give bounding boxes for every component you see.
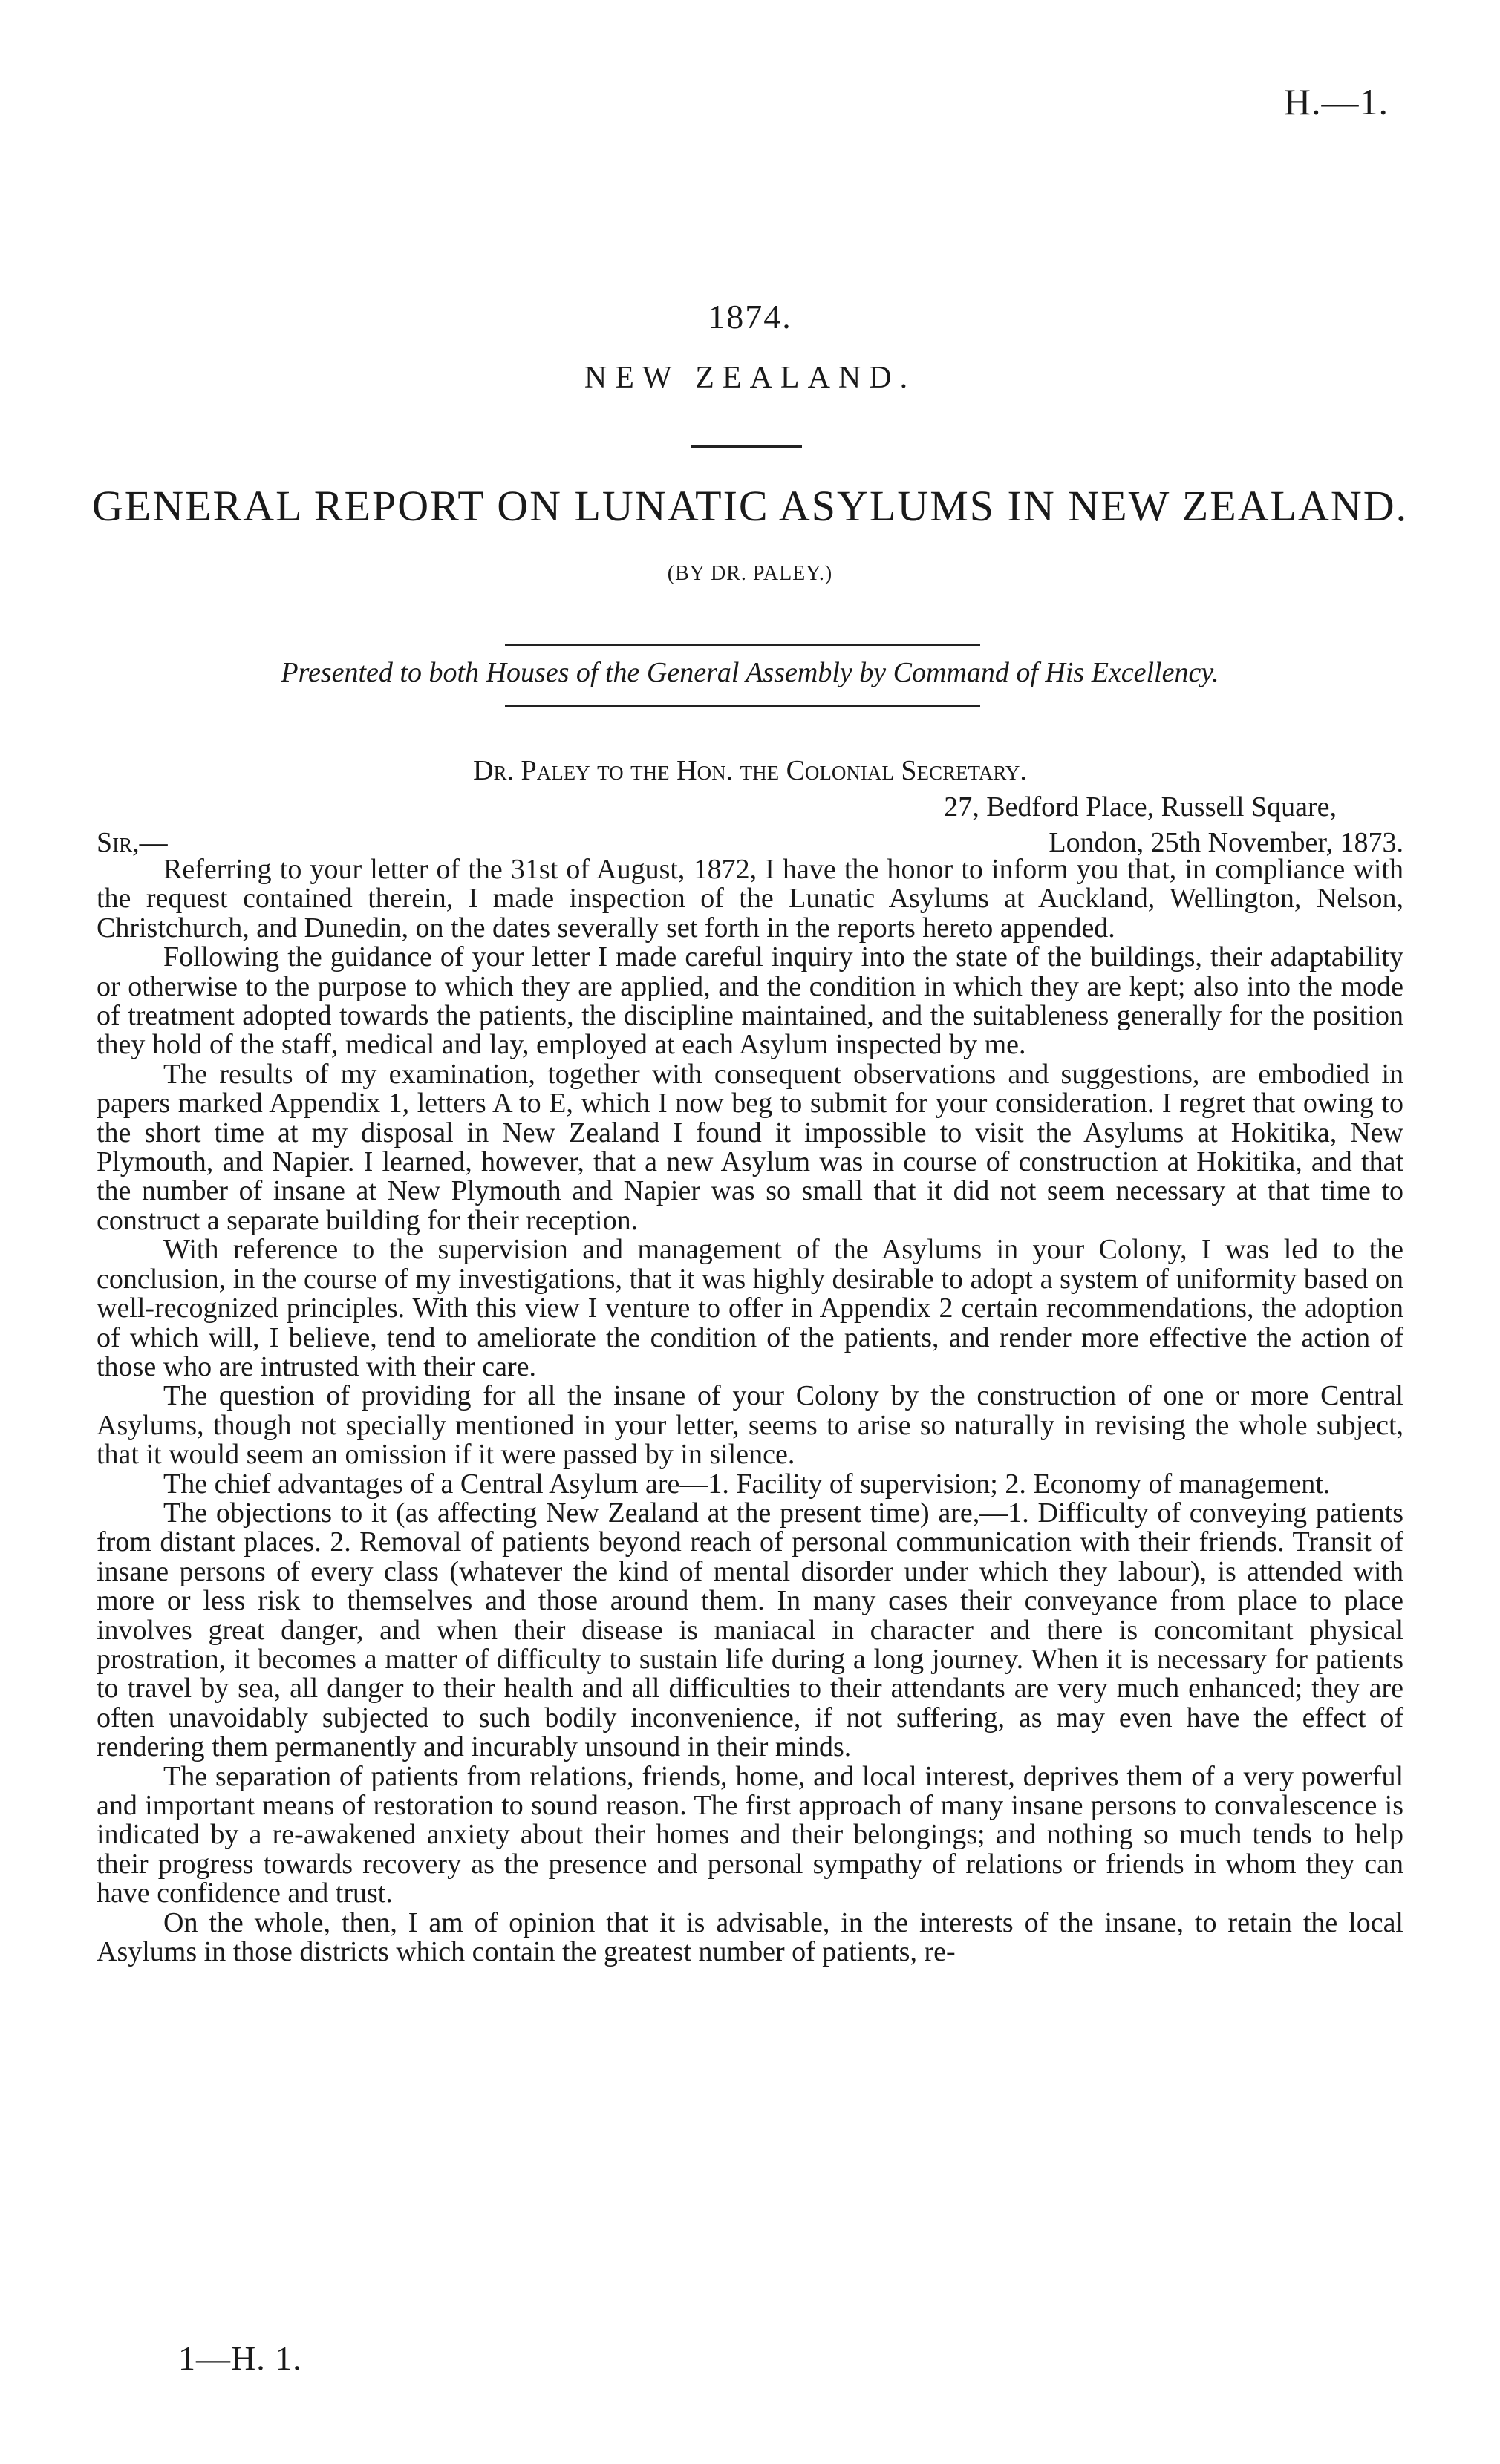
sender-address-street: 27, Bedford Place, Russell Square,	[944, 791, 1337, 823]
paragraph: Referring to your letter of the 31st of August, 1872, I have the honor to inform you that, in compliance with the request contained therein, I made inspection of the Lunatic Asylums at Auckland, Wellington, Nelson, Christchurch, and Dunedin, on the dates severally set forth in the reports hereto appended.	[97, 854, 1403, 944]
year-heading: 1874.	[708, 298, 792, 336]
paragraph: The chief advantages of a Central Asylum are—1. Facility of supervision; 2. Economy of management.	[163, 1468, 1331, 1500]
author-byline: (BY DR. PALEY.)	[667, 562, 833, 585]
presented-rule-top	[505, 644, 980, 646]
title-divider	[691, 445, 802, 448]
salutation: Sir,—	[97, 827, 168, 858]
page-folio: 1—H. 1.	[178, 2339, 302, 2377]
paragraph: The question of providing for all the insane of your Colony by the construction of one or more Central Asylums, though not specially mentioned in your letter, seems to arise so naturally in revising the whole subject, that it would seem an omission if it were passed by in silence.	[97, 1380, 1403, 1471]
paragraph: On the whole, then, I am of opinion that it is advisable, in the interests of the insane, to retain the local Asylums in those districts which contain the greatest number of patients, re-	[97, 1906, 1403, 1968]
document-id: H.—1.	[1283, 81, 1389, 122]
letter-body	[97, 855, 1403, 1967]
paragraph: The objections to it (as affecting New Zealand at the present time) are,—1. Difficulty of conveying patients from distant places. 2. Removal of patients beyond reach of personal communication with their friends. Transit of insane persons of every class (whatever the kind of mental disorder under which they labour), is attended with more or less risk to themselves and those around them. In many cases their conveyance from place to place involves great danger, and when their disease is maniacal in character and there is concomitant physical prostration, it becomes a matter of difficulty to sustain life during a long journey. When it is necessary for patients to travel by sea, all danger to their health and all difficulties to their attendants are very much enhanced; they are often unavoidably subjected to such bodily inconvenience, if not suffering, as may even have the effect of rendering them permanently and incurably unsound in their minds.	[97, 1497, 1403, 1763]
letter-address-line: Dr. Paley to the Hon. the Colonial Secretary.	[473, 755, 1027, 786]
paragraph: The results of my examination, together with consequent observations and suggestions, are embodied in papers marked Appendix 1, letters A to E, which I now beg to submit for your consideration. I regret that owing to the short time at my disposal in New Zealand I found it impossible to visit the Asylums at Hokitika, New Plymouth, and Napier. I learned, however, that a new Asylum was in course of construction at Hokitika, and that the number of insane at New Plymouth and Napier was so small that it did not seem necessary at that time to construct a separate building for their reception.	[97, 1058, 1403, 1236]
sender-address	[787, 789, 1403, 860]
presented-note: Presented to both Houses of the General Assembly by Command of His Excellency.	[281, 657, 1219, 688]
paragraph: Following the guidance of your letter I made careful inquiry into the state of the buildings, their adaptability or otherwise to the purpose to which they are applied, and the condition in which they are kept; also into the mode of treatment adopted towards the patients, the discipline maintained, and the suitableness generally for the position they hold of the staff, medical and lay, employed at each Asylum inspected by me.	[97, 941, 1403, 1061]
presented-rule-bottom	[505, 705, 980, 707]
paragraph: The separation of patients from relations, friends, home, and local interest, deprives them of a very powerful and important means of restoration to sound reason. The first approach of many insane persons to convalescence is indicated by a re-awakened anxiety about their homes and their belongings; and nothing so much tends to help their progress towards recovery as the presence and personal sympathy of relations or friends in whom they can have confidence and trust.	[97, 1760, 1403, 1909]
report-title: GENERAL REPORT ON LUNATIC ASYLUMS IN NEW ZEALAND.	[91, 482, 1409, 530]
paragraph: With reference to the supervision and management of the Asylums in your Colony, I was led to the conclusion, in the course of my investigations, that it was highly desirable to adopt a system of uniformity based on well-recognized principles. With this view I venture to offer in Appendix 2 certain recommendations, the adoption of which will, I believe, tend to ameliorate the condition of the patients, and render more effective the action of those who are intrusted with their care.	[97, 1234, 1403, 1382]
sender-address-date: London, 25th November, 1873.	[1049, 827, 1403, 858]
country-heading: NEW ZEALAND.	[584, 361, 916, 395]
